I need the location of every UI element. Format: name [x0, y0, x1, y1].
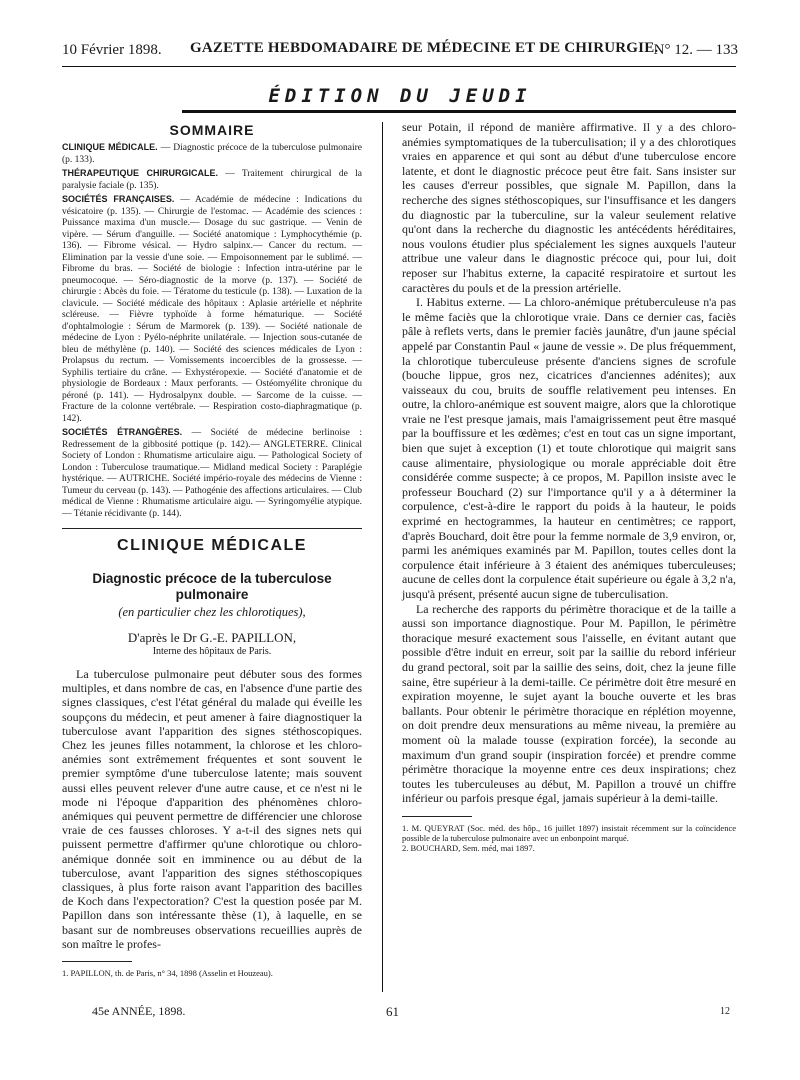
sommaire-entry	[62, 427, 362, 520]
footnote: 1. M. QUEYRAT (Soc. méd. des hôp., 16 juillet 1897) insistait récemment sur la coïncidence possible de la tuberculose pulmonaire avec un enbonpoint marqué.	[402, 822, 736, 843]
author-affiliation: Interne des hôpitaux de Paris.	[152, 646, 272, 657]
column-divider	[382, 122, 383, 992]
section-separator	[62, 528, 362, 529]
section-heading: CLINIQUE MÉDICALE	[117, 537, 307, 554]
paragraph: La tuberculose pulmonaire peut débuter sous des formes multiples, et dans nombre de cas, en l'absence d'une partie des signes classiques, c'est l'état général du malade qui éveille les soupçons du médecin, et peut amener à faire diagnostiquer la tuberculose avant l'apparition des signes stéthoscopiques. Chez les jeunes filles notamment, la chlorose et les chloro-anémies sont extrêmement fréquentes et sont souvent le premier symptôme d'une tuberculose latente; mais souvent aussi elles peuvent relever d'une autre cause, et ce n'est ni le mode ni l'époque d'apparition des phénomènes chloro-anémiques qui peuvent permettre de différencier une chlorose vraie de ces fausses chloroses. Y a-t-il des signes nets qui puissent permettre d'affirmer qu'une chlorotique ou chloro-anémique donnée soit en imminence ou au début de la tuberculose, avant l'apparition des signes stéthoscopiques classiques, à plus forte raison avant l'apparition des bacilles de Koch dans l'expectoration? C'est la question posée par M. Papillon dans son intéressante thèse (1), à laquelle, en se basant sur de nombreuses observations recueillies auprès de son maître le profes-	[62, 667, 362, 951]
article-title: Diagnostic précoce de la tuberculose pulmonaire	[92, 571, 332, 602]
sommaire-list	[62, 142, 362, 520]
footer-year: 45e ANNÉE, 1898.	[92, 1004, 186, 1018]
sommaire-text: — Société de médecine berlinoise : Redressement de la gibbosité pottique (p. 142).— ANGLETERRE. Clinical Society of London : Rhumatisme articulaire aigu. — Pathological Society of London : Tuberculose traumatique.— Midland medical Society : Paraplégie hystérique. — AUTRICHE. Société império-royale des médecins de Vienne : Tumeur du cerveau (p. 143). — Pathogénie des affections articulaires. — Club médical de Vienne : Rhumatisme articulaire aigu. — Syringomyélie atypique. — Tétanie récidivante (p. 144).	[62, 428, 362, 519]
sommaire-title: SOMMAIRE	[169, 122, 255, 138]
sommaire-text: — Diagnostic précoce de la tuberculose pulmonaire (p. 133).	[62, 143, 362, 165]
header-date: 10 Février 1898.	[62, 42, 162, 58]
sommaire-label: THÉRAPEUTIQUE CHIRURGICALE.	[62, 168, 218, 178]
paragraph: seur Potain, il répond de manière affirmative. Il y a des chloro-anémies symptomatiques de la tuberculisation; il y a des chlorotiques vraies en apparence et qui sont au début d'une tuberculose encore latente, et dont le diagnostic précoce peut être fait. Sans insister sur les causes d'erreur possibles, que signale M. Papillon, dans la recherche des signes stéthoscopiques, sur l'insuffisance et les dangers du diagnostic par la tuberculine, sur la valeur seulement relative qu'ont dans la recherche du diagnostic les antécédents héréditaires, nous voulons étudier plus spécialement les signes auxquels l'auteur attribue une valeur dans le diagnostic précoce qui, pour lui, doit reposer sur l'habitus externe, la capacité respiratoire et surtout les caractères du pouls et de la pression artérielle.	[402, 120, 736, 295]
journal-title: GAZETTE HEBDOMADAIRE DE MÉDECINE ET DE CHIRURGIE.	[190, 40, 659, 56]
sommaire-text: — Traitement chirurgical de la paralysie faciale (p. 135).	[62, 169, 363, 191]
footnote-rule	[62, 961, 132, 962]
sommaire-label: SOCIÉTÉS ÉTRANGÈRES.	[62, 427, 183, 437]
edition-rule	[182, 110, 736, 113]
sommaire-entry	[62, 142, 362, 166]
sommaire-entry	[62, 194, 362, 425]
left-column	[62, 120, 362, 978]
sommaire-entry	[62, 168, 362, 192]
footnote-rule	[402, 816, 472, 817]
sommaire-label: CLINIQUE MÉDICALE.	[62, 142, 158, 152]
paragraph: La recherche des rapports du périmètre thoracique et de la taille a aussi son importance diagnostique. Pour M. Papillon, le périmètre thoracique mesuré exactement sous l'aisselle, en évitant autant que possible d'être induit en erreur, soit par la saillie du rebord inférieur du grand pectoral, soit par la saillie des seins, doit, chez la jeune fille saine, être supérieur à la demi-taille. Ce périmètre doit être mesuré en expiration moyenne, le sujet ayant la bouche ouverte et les bras ballants. Pour obtenir le périmètre thoracique en réplétion moyenne, on doit prendre deux mensurations au même niveau, la première au moment où la malade tousse (expiration forcée), la seconde au maximum d'un grand soupir (inspiration forcée) et prendre comme périmètre thoracique la moyenne entre ces deux inspirations; chez toutes les tuberculeuses au début, M. Papillon a trouvé un chiffre inférieur ou parfois presque égal, jamais supérieur à la demi-taille.	[402, 601, 736, 806]
article-subtitle: (en particulier chez les chlorotiques),	[118, 605, 306, 619]
page-number: 61	[386, 1004, 399, 1019]
article-author: D'après le Dr G.-E. PAPILLON,	[127, 630, 297, 645]
paragraph: I. Habitus externe. — La chloro-anémique prétuberculeuse n'a pas le même faciès que la chlorotique vraie. Dans ce dernier cas, faciès pâle à reflets verts, dans le premier faciès jaunâtre, d'un jaune spécial appelé par Constantin Paul « jaune de vessie ». De plus fréquemment, la chlorotique tuberculeuse présente d'anciens signes de scrofule (bouche lippue, gros nez, cicatrices d'anciennes adénites); aux vaisseaux du cou, bruits de souffle relativement peu intenses. En outre, la chloro-anémique est souvent maigre, alors que la chlorotique vraie ne l'est presque jamais, mais l'amaigrissement peut être masqué par la bouffissure et les œdèmes; c'est en tout cas un signe important, bien que sujet à exception (1) et toute chlorotique qui maigrit sans cause alimentaire, physiologique ou morale appréciable doit être considérée comme suspecte; à ce propos, M. Papillon insiste avec le professeur Bouchard (2) sur l'importance qu'il y a à déterminer la corpulence, c'est-à-dire le rapport du poids à la hauteur, le poids exprimé en hectogrammes, la hauteur en centimètres; ce rapport, d'après Bouchard, doit être pour la femme normale de 3,9 environ, or, parmi les anémiques examinés par M. Papillon, toutes celles dont la corpulence était inférieure à 3 étaient des anémiques tuberculeuses; aucune de celles dont la corpulence était supérieure ou égale à 3,2 n'a, jusqu'à présent, présenté aucun signe de tuberculisation.	[402, 295, 736, 601]
header-rule	[62, 66, 736, 67]
signature-mark: 12	[720, 1006, 730, 1017]
sommaire-label: SOCIÉTÉS FRANÇAISES.	[62, 194, 175, 204]
edition-banner: ÉDITION DU JEUDI	[268, 85, 532, 107]
footnote: 2. BOUCHARD, Sem. méd, mai 1897.	[402, 842, 535, 853]
issue-number: N° 12. — 133	[653, 42, 738, 58]
sommaire-text: — Académie de médecine : Indications du vésicatoire (p. 135). — Chirurgie de l'estomac. — Académie des sciences : Puissance maxima d'un muscle.— Dosage du suc gastrique. — Venin de vipère. — Sérum d'anguille. — Société anatomique : Lymphocythémie (p. 136). — Fibrome vésical. — Hydro salpinx.— Cancer du rectum. — Elimination par la vessie d'une soie. — Empoisonnement par le sublimé. — Fibrome du bras. — Société de biologie : Infection intra-utérine par le pneumocoque. — Séro-diagnostic de la morve (p. 137). — Société de chirurgie : Abcès du foie. — Tératome du testicule (p. 138). — Luxation de la clavicule. — Société médicale des hôpitaux : Aplasie artérielle et néphrite scléreuse. — Fièvre typhoïde à forme hématurique. — Société d'ophtalmologie : Sérum de Marmorek (p. 139). — Société nationale de médecine de Lyon : Pyélo-néphrite unilatérale. — Injection sous-cutanée de bleu de méthylène (p. 140). — Société des sciences médicales de Lyon : Prolapsus du rectum. — Vomissements incoercibles de la grossesse. — Syphilis tertiaire du crâne. — Exhystéropexie. — Société d'anatomie et de physiologie de Bordeaux : Maux perforants. — Ostéomyélite chronique du péroné (p. 141). — Hydrosalpynx double. — Sarcome de la cuisse. — Fracture de la colonne vertébrale. — Respiration costo-diaphragmatique (p. 142).	[62, 195, 363, 424]
footnote: 1. PAPILLON, th. de Paris, n° 34, 1898 (Asselin et Houzeau).	[62, 968, 273, 979]
right-column	[402, 120, 736, 853]
